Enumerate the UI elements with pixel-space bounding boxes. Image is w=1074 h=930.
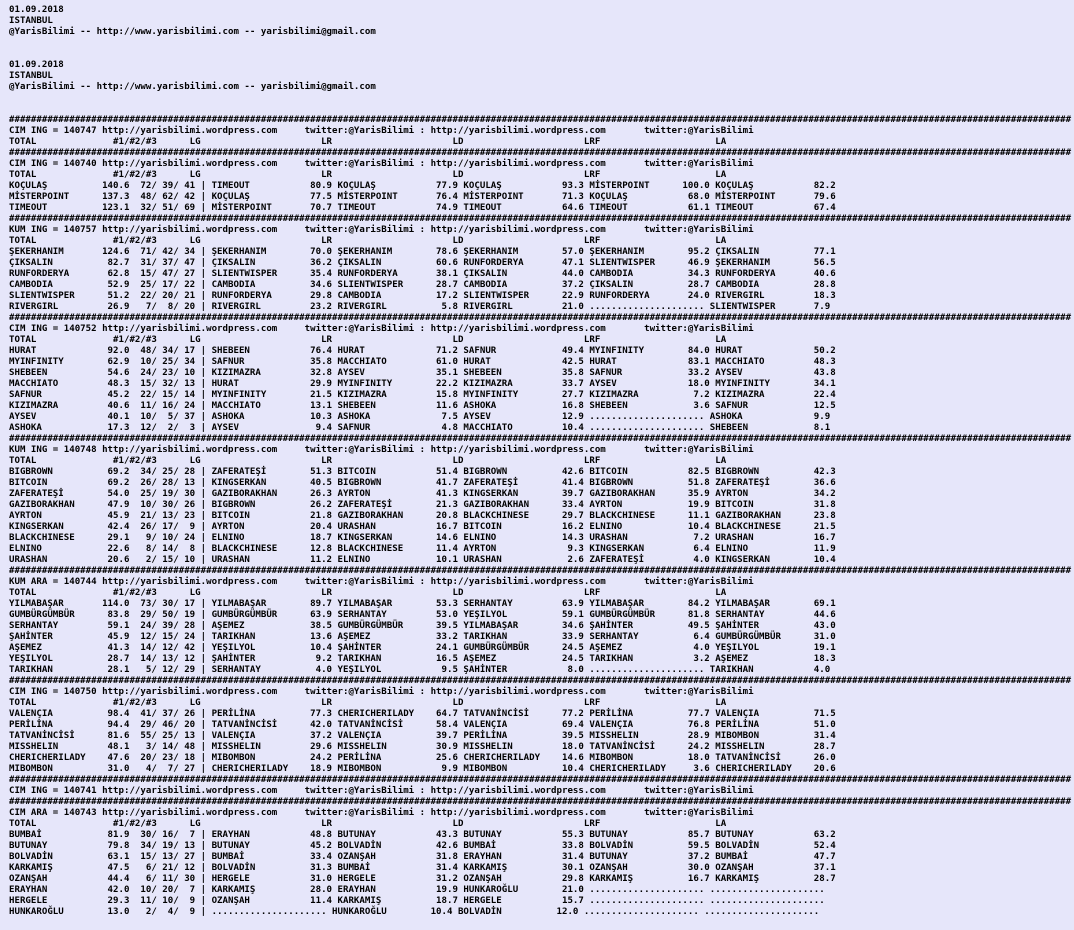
report-line: CIM ING = 140750 http://yarisbilimi.wordpress.com twitter:@YarisBilimi : http://yarisbilimi.wordpress.com twitter:@YarisBilimi (9, 687, 754, 697)
report-line: ELNINO 22.6 8/ 14/ 8 | BLACKCHINESE 12.8 BLACKCHINESE 11.4 AYRTON 9.3 KINGSERKAN 6.4 ELNINO 11.9 (9, 544, 836, 554)
report-line: KARKAMIŞ 47.5 6/ 21/ 12 | BOLVADİN 31.3 BUMBAİ 31.4 KARKAMIŞ 30.1 OZANŞAH 30.0 OZANŞAH 37.1 (9, 863, 836, 873)
report-line: HUNKAROĞLU 13.0 2/ 4/ 9 | ..................... HUNKAROĞLU 10.4 BOLVADİN 12.0 ..................... ..................... (9, 907, 820, 917)
report-line: YEŞILYOL 28.7 14/ 13/ 12 | ŞAHİNTER 9.2 TARIKHAN 16.5 AŞEMEZ 24.5 TARIKHAN 3.2 AŞEMEZ 18.3 (9, 654, 836, 664)
report-line: KIZIMAZRA 40.6 11/ 16/ 24 | MACCHIATO 13.1 SHEBEEN 11.6 ASHOKA 16.8 SHEBEEN 3.6 SAFNUR 12.5 (9, 401, 836, 411)
report-line: SLIENTWISPER 51.2 22/ 20/ 21 | RUNFORDERYA 29.8 CAMBODIA 17.2 SLIENTWISPER 22.9 RUNFORDERYA 24.0 RIVERGIRL 18.3 (9, 291, 836, 301)
report-line: ################################################################################################################################################################################################## (9, 115, 1072, 125)
report-line: ################################################################################################################################################################################################## (9, 775, 1072, 785)
report-line: ################################################################################################################################################################################################## (9, 676, 1072, 686)
report-line (9, 49, 1074, 60)
report-line: ERAYHAN 42.0 10/ 20/ 7 | KARKAMIŞ 28.0 ERAYHAN 19.9 HUNKAROĞLU 21.0 ..................... ..................... (9, 885, 825, 895)
report-line: MACCHIATO 48.3 15/ 32/ 13 | HURAT 29.9 MYINFINITY 22.2 KIZIMAZRA 33.7 AYSEV 18.0 MYINFINITY 34.1 (9, 379, 836, 389)
report-line: SHEBEEN 54.6 24/ 23/ 10 | KIZIMAZRA 32.8 AYSEV 35.1 SHEBEEN 35.8 SAFNUR 33.2 AYSEV 43.8 (9, 368, 836, 378)
report-line: VALENÇIA 98.4 41/ 37/ 26 | PERİLİNA 77.3 CHERICHERILADY 64.7 TATVANİNCİSİ 77.2 PERİLİNA 77.7 VALENÇIA 71.5 (9, 709, 836, 719)
report-line: CHERICHERILADY 47.6 20/ 23/ 18 | MIBOMBON 24.2 PERİLİNA 25.6 CHERICHERILADY 14.6 MIBOMBON 18.0 TATVANİNCİSİ 26.0 (9, 753, 836, 763)
report-line: RUNFORDERYA 62.8 15/ 47/ 27 | SLIENTWISPER 35.4 RUNFORDERYA 38.1 ÇIKSALIN 44.0 CAMBODIA 34.3 RUNFORDERYA 40.6 (9, 269, 836, 279)
report-line: HURAT 92.0 48/ 34/ 17 | SHEBEEN 76.4 HURAT 71.2 SAFNUR 49.4 MYINFINITY 84.0 HURAT 50.2 (9, 346, 836, 356)
report-line: TATVANİNCİSİ 81.6 55/ 25/ 13 | VALENÇIA 37.2 VALENÇIA 39.7 PERİLİNA 39.5 MISSHELIN 28.9 MIBOMBON 31.4 (9, 731, 836, 741)
report-line: TOTAL #1/#2/#3 LG LR LD LRF LA (9, 335, 727, 345)
report-line: YILMABAŞAR 114.0 73/ 30/ 17 | YILMABAŞAR 89.7 YILMABAŞAR 53.3 SERHANTAY 63.9 YILMABAŞAR 84.2 YILMABAŞAR 69.1 (9, 599, 836, 609)
report-line: GUMBÜRGÜMBÜR 83.8 29/ 50/ 19 | GUMBÜRGÜMBÜR 63.9 SERHANTAY 53.0 YEŞILYOL 59.1 GUMBÜRGÜMBÜR 81.8 SERHANTAY 44.6 (9, 610, 836, 620)
report-line: AŞEMEZ 41.3 14/ 12/ 42 | YEŞILYOL 10.4 ŞAHİNTER 24.1 GUMBÜRGÜMBÜR 24.5 AŞEMEZ 4.0 YEŞILYOL 19.1 (9, 643, 836, 653)
report-line: MIBOMBON 31.0 4/ 7/ 27 | CHERICHERILADY 18.9 MIBOMBON 9.9 MIBOMBON 10.4 CHERICHERILADY 3.6 CHERICHERILADY 20.6 (9, 764, 836, 774)
report-line: CIM ING = 140740 http://yarisbilimi.wordpress.com twitter:@YarisBilimi : http://yarisbilimi.wordpress.com twitter:@YarisBilimi (9, 159, 754, 169)
report-line: ################################################################################################################################################################################################## (9, 797, 1072, 807)
report-line: ZAFERATEŞİ 54.0 25/ 19/ 30 | GAZIBORAKHAN 26.3 AYRTON 41.3 KINGSERKAN 39.7 GAZIBORAKHAN 35.9 AYRTON 34.2 (9, 489, 836, 499)
report-line: CIM ING = 140747 http://yarisbilimi.wordpress.com twitter:@YarisBilimi : http://yarisbilimi.wordpress.com twitter:@YarisBilimi (9, 126, 754, 136)
report-line: TOTAL #1/#2/#3 LG LR LD LRF LA (9, 819, 727, 829)
report-line: KINGSERKAN 42.4 26/ 17/ 9 | AYRTON 20.4 URASHAN 16.7 BITCOIN 16.2 ELNINO 10.4 BLACKCHINESE 21.5 (9, 522, 836, 532)
report-line: ################################################################################################################################################################################################## (9, 148, 1072, 158)
report-line: AYSEV 40.1 10/ 5/ 37 | ASHOKA 10.3 ASHOKA 7.5 AYSEV 12.9 ..................... ASHOKA 9.9 (9, 412, 831, 422)
report-line: BUMBAİ 81.9 30/ 16/ 7 | ERAYHAN 48.8 BUTUNAY 43.3 BUTUNAY 55.3 BUTUNAY 85.7 BUTUNAY 63.2 (9, 830, 836, 840)
report-line: BIGBROWN 69.2 34/ 25/ 28 | ZAFERATEŞİ 51.3 BITCOIN 51.4 BIGBROWN 42.6 BITCOIN 82.5 BIGBROWN 42.3 (9, 467, 836, 477)
report-line (9, 93, 1074, 104)
report-line: KUM ARA = 140744 http://yarisbilimi.wordpress.com twitter:@YarisBilimi : http://yarisbilimi.wordpress.com twitter:@YarisBilimi (9, 577, 754, 587)
report-line: ISTANBUL (9, 71, 53, 81)
report-line (9, 38, 1074, 49)
report-line: TOTAL #1/#2/#3 LG LR LD LRF LA (9, 698, 727, 708)
report-line: BITCOIN 69.2 26/ 28/ 13 | KINGSERKAN 40.5 BIGBROWN 41.7 ZAFERATEŞİ 41.4 BIGBROWN 51.8 ZAFERATEŞİ 36.6 (9, 478, 836, 488)
report-line: TOTAL #1/#2/#3 LG LR LD LRF LA (9, 236, 727, 246)
report-line: ################################################################################################################################################################################################## (9, 566, 1072, 576)
report-line: KUM ING = 140757 http://yarisbilimi.wordpress.com twitter:@YarisBilimi : http://yarisbilimi.wordpress.com twitter:@YarisBilimi (9, 225, 754, 235)
report-line: TOTAL #1/#2/#3 LG LR LD LRF LA (9, 588, 727, 598)
report-line: 01.09.2018 (9, 5, 64, 15)
report-line: HERGELE 29.3 11/ 10/ 9 | OZANŞAH 11.4 KARKAMIŞ 18.7 HERGELE 15.7 ..................... ..................... (9, 896, 825, 906)
report-line: ################################################################################################################################################################################################## (9, 214, 1072, 224)
report-line: ASHOKA 17.3 12/ 2/ 3 | AYSEV 9.4 SAFNUR 4.8 MACCHIATO 10.4 ..................... SHEBEEN 8.1 (9, 423, 831, 433)
report-line: @YarisBilimi -- http://www.yarisbilimi.com -- yarisbilimi@gmail.com (9, 27, 376, 37)
report-line: GAZIBORAKHAN 47.9 10/ 30/ 26 | BIGBROWN 26.2 ZAFERATEŞİ 21.3 GAZIBORAKHAN 33.4 AYRTON 19.9 BITCOIN 31.8 (9, 500, 836, 510)
report-line: ŞEKERHANIM 124.6 71/ 42/ 34 | ŞEKERHANIM 70.0 ŞEKERHANIM 78.6 ŞEKERHANIM 57.0 ŞEKERHANIM 95.2 ÇIKSALIN 77.1 (9, 247, 836, 257)
report-line: TIMEOUT 123.1 32/ 51/ 69 | MİSTERPOINT 70.7 TIMEOUT 74.9 TIMEOUT 64.6 TIMEOUT 61.1 TIMEOUT 67.4 (9, 203, 836, 213)
report-line: SERHANTAY 59.1 24/ 39/ 28 | AŞEMEZ 38.5 GUMBÜRGÜMBÜR 39.5 YILMABAŞAR 34.6 ŞAHİNTER 49.5 ŞAHİNTER 43.0 (9, 621, 836, 631)
report-line: AYRTON 45.9 21/ 13/ 23 | BITCOIN 21.8 GAZIBORAKHAN 20.8 BLACKCHINESE 29.7 BLACKCHINESE 11.1 GAZIBORAKHAN 23.8 (9, 511, 836, 521)
report-line: CIM ING = 140752 http://yarisbilimi.wordpress.com twitter:@YarisBilimi : http://yarisbilimi.wordpress.com twitter:@YarisBilimi (9, 324, 754, 334)
report-line: ÇIKSALIN 82.7 31/ 37/ 47 | ÇIKSALIN 36.2 ÇIKSALIN 60.6 RUNFORDERYA 47.1 SLIENTWISPER 46.9 ŞEKERHANIM 56.5 (9, 258, 836, 268)
report-line: OZANŞAH 44.4 6/ 11/ 30 | HERGELE 31.0 HERGELE 31.2 OZANŞAH 29.8 KARKAMIŞ 16.7 KARKAMIŞ 28.7 (9, 874, 836, 884)
report-line: PERİLİNA 94.4 29/ 46/ 20 | TATVANİNCİSİ 42.0 TATVANİNCİSİ 58.4 VALENÇIA 69.4 VALENÇIA 76.8 PERİLİNA 51.0 (9, 720, 836, 730)
report-line (9, 104, 1074, 115)
report-line: TARIKHAN 28.1 5/ 12/ 29 | SERHANTAY 4.0 YEŞILYOL 9.5 ŞAHİNTER 8.0 ..................... TARIKHAN 4.0 (9, 665, 831, 675)
report-line: BUTUNAY 79.8 34/ 19/ 13 | BUTUNAY 45.2 BOLVADİN 42.6 BUMBAİ 33.8 BOLVADİN 59.5 BOLVADİN 52.4 (9, 841, 836, 851)
report-line: TOTAL #1/#2/#3 LG LR LD LRF LA (9, 170, 727, 180)
report-line: KUM ING = 140748 http://yarisbilimi.wordpress.com twitter:@YarisBilimi : http://yarisbilimi.wordpress.com twitter:@YarisBilimi (9, 445, 754, 455)
report-line: ################################################################################################################################################################################################## (9, 313, 1072, 323)
report-line: CAMBODIA 52.9 25/ 17/ 22 | CAMBODIA 34.6 SLIENTWISPER 28.7 CAMBODIA 37.2 ÇIKSALIN 28.7 CAMBODIA 28.8 (9, 280, 836, 290)
report-line: CIM ARA = 140743 http://yarisbilimi.wordpress.com twitter:@YarisBilimi : http://yarisbilimi.wordpress.com twitter:@YarisBilimi (9, 808, 754, 818)
report-line: RIVERGIRL 26.9 7/ 8/ 20 | RIVERGIRL 23.2 RIVERGIRL 5.8 RIVERGIRL 21.0 ..................... SLIENTWISPER 7.9 (9, 302, 831, 312)
report-line: BOLVADİN 63.1 15/ 13/ 27 | BUMBAİ 33.4 OZANŞAH 31.8 ERAYHAN 31.4 BUTUNAY 37.2 BUMBAİ 47.7 (9, 852, 836, 862)
report-line: KOÇULAŞ 140.6 72/ 39/ 41 | TIMEOUT 80.9 KOÇULAŞ 77.9 KOÇULAŞ 93.3 MİSTERPOINT 100.0 KOÇULAŞ 82.2 (9, 181, 836, 191)
report-line: MISSHELIN 48.1 3/ 14/ 48 | MISSHELIN 29.6 MISSHELIN 30.9 MISSHELIN 18.0 TATVANİNCİSİ 24.2 MISSHELIN 28.7 (9, 742, 836, 752)
report-line: ISTANBUL (9, 16, 53, 26)
report-line: ################################################################################################################################################################################################## (9, 434, 1072, 444)
report-line: @YarisBilimi -- http://www.yarisbilimi.com -- yarisbilimi@gmail.com (9, 82, 376, 92)
report-line: URASHAN 20.6 2/ 15/ 10 | URASHAN 11.2 ELNINO 10.1 URASHAN 2.6 ZAFERATEŞİ 4.0 KINGSERKAN 10.4 (9, 555, 836, 565)
report-line: SAFNUR 45.2 22/ 15/ 14 | MYINFINITY 21.5 KIZIMAZRA 15.8 MYINFINITY 27.7 KIZIMAZRA 7.2 KIZIMAZRA 22.4 (9, 390, 836, 400)
report-line: BLACKCHINESE 29.1 9/ 10/ 24 | ELNINO 18.7 KINGSERKAN 14.6 ELNINO 14.3 URASHAN 7.2 URASHAN 16.7 (9, 533, 836, 543)
report-line: 01.09.2018 (9, 60, 64, 70)
report-line: TOTAL #1/#2/#3 LG LR LD LRF LA (9, 137, 727, 147)
report-line: MİSTERPOINT 137.3 48/ 62/ 42 | KOÇULAŞ 77.5 MİSTERPOINT 76.4 MİSTERPOINT 71.3 KOÇULAŞ 68.0 MİSTERPOINT 79.6 (9, 192, 836, 202)
report-line: CIM ING = 140741 http://yarisbilimi.wordpress.com twitter:@YarisBilimi : http://yarisbilimi.wordpress.com twitter:@YarisBilimi (9, 786, 754, 796)
report-line: MYINFINITY 62.9 10/ 25/ 34 | SAFNUR 35.8 MACCHIATO 61.0 HURAT 42.5 HURAT 83.1 MACCHIATO 48.3 (9, 357, 836, 367)
report-line: ŞAHİNTER 45.9 12/ 15/ 24 | TARIKHAN 13.6 AŞEMEZ 33.2 TARIKHAN 33.9 SERHANTAY 6.4 GUMBÜRGÜMBÜR 31.0 (9, 632, 836, 642)
report-line: TOTAL #1/#2/#3 LG LR LD LRF LA (9, 456, 727, 466)
